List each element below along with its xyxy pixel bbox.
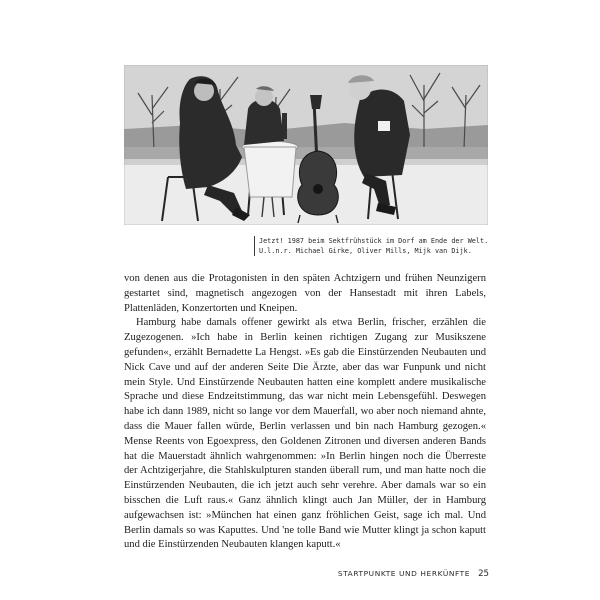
photo xyxy=(124,65,488,225)
page-number: 25 xyxy=(478,569,489,579)
running-section-title: STARTPUNKTE UND HERKÜNFTE xyxy=(337,569,471,578)
photo-caption xyxy=(254,236,499,256)
caption-line: Jetzt! 1987 beim Sektfrühstück im Dorf am Ende der Welt. xyxy=(259,237,489,245)
body-text xyxy=(124,272,486,553)
paragraph: von denen aus die Protagonisten in den späten Achtzigern und frühen Neunzigern gestartet sind, magnetisch angezogen von der Hansestadt mit ihren Labels, Plattenläden, Konzertorten und Kneipen. xyxy=(124,273,486,314)
photo-illustration xyxy=(124,65,488,225)
page-footer xyxy=(338,569,489,579)
paragraph: Hamburg habe damals offener gewirkt als etwa Berlin, frischer, erzählen die Zugezogenen. »Ich habe in Berlin keinen richtigen Zugang zur Musikszene gefunden«, erzählt Bernadette La Hengst. »Es gab die Einstürzenden Neubauten und Nick Cave und auf der anderen Seite Die Ärzte, aber das war Funpunk und nicht mein Style. Und Einstürzende Neubauten hatten eine komplett andere musikalische Sprache und diese Endzeitstimmung, das war nicht mein Lebensgefühl. Deswegen habe ich dann 1989, nicht so lange vor dem Mauerfall, wo aber noch niemand ahnte, dass die Mauer fallen würde, Berlin verlassen und bin nach Hamburg gezogen.« Mense Reents von Egoexpress, den Goldenen Zitronen und diversen anderen Bands hat die Mauerstadt ähnlich wahrgenommen: »In Berlin hingen noch die Überreste der Achtzigerjahre, die Stahlskulpturen standen überall rum, und man hatte noch die Einstürzenden Neubauten, die ich jetzt auch sehr verehre. Aber damals war so ein bisschen die Luft raus.« Ganz ähnlich klingt auch Jan Müller, der in Hamburg aufgewachsen ist: »München hat einen ganz fröhlichen Geist, sage ich mal. Und Berlin damals so was Kaputtes. Und 'ne tolle Band wie Mutter klingt ja schon kaputt und die Einstürzenden Neubauten klangen kaputt.« xyxy=(124,317,486,551)
caption-line: U.l.n.r. Michael Girke, Oliver Mills, Mijk van Dijk. xyxy=(259,247,472,255)
